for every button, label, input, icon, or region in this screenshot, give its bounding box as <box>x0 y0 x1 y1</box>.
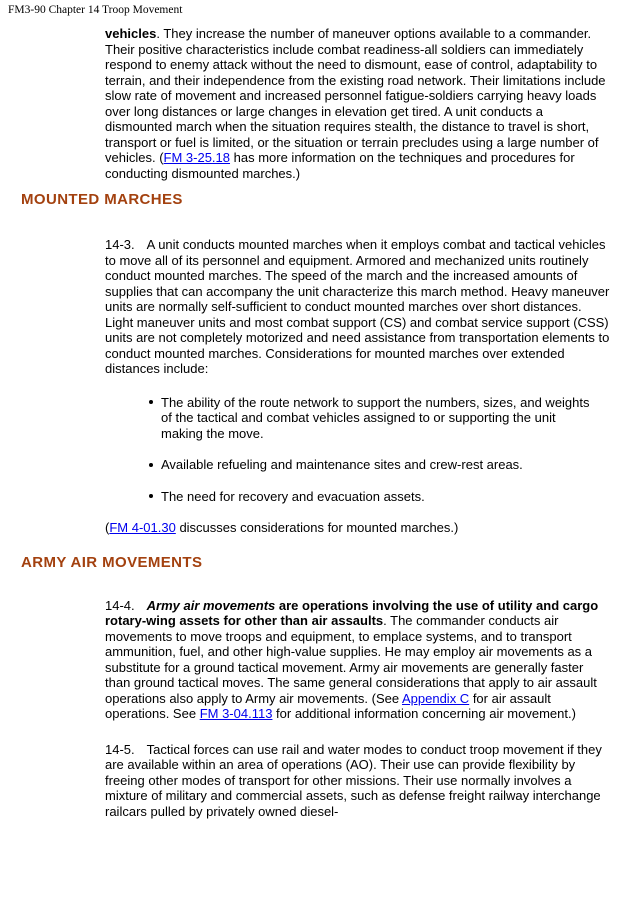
document-header-title: FM3-90 Chapter 14 Troop Movement <box>8 4 183 16</box>
paragraph-lead-bold: vehicles <box>105 26 157 41</box>
paragraph-14-3 <box>105 237 610 377</box>
paragraph-text: has more information on the techniques and procedures for conducting dismounted marches.) <box>105 150 575 181</box>
section-heading-mounted-marches: MOUNTED MARCHES <box>21 191 183 208</box>
paragraph-text: for additional information concerning air movement.) <box>272 706 576 721</box>
link-appendix-c[interactable]: Appendix C <box>401 690 470 706</box>
paragraph-number: 14-5. <box>105 741 135 757</box>
paragraph-bold-italic: Army air movements <box>146 597 276 613</box>
paragraph-text: A unit conducts mounted marches when it employs combat and tactical vehicles to move all of its personnel and equipment. Armored and mechanized units routinely conduct mounted marches. The speed of the march and the increased amounts of supplies that can accompany the unit characterize this march method. Heavy maneuver units are normally self-sufficient to conduct mounted marches over short distances. Light maneuver units and most combat support (CS) and combat service support (CSS) units are not completely motorized and need assistance from transportation elements to conduct mounted marches. Considerations for mounted marches over extended distances include: <box>105 237 610 376</box>
paragraph-vehicles <box>105 26 610 181</box>
list-item: The need for recovery and evacuation assets. <box>149 489 591 505</box>
paragraph-number: 14-4. <box>105 597 135 613</box>
paragraph-text: discusses considerations for mounted marches.) <box>175 520 459 535</box>
paragraph-bold: are operations involving the use of utility and cargo rotary-wing assets for other than air assaults <box>105 597 599 628</box>
paragraph-text: for air assault operations. See <box>105 690 551 721</box>
considerations-list <box>105 395 610 505</box>
paragraph-text: Tactical forces can use rail and water modes to conduct troop movement if they are available within an area of operations (AO). Their use can provide flexibility by freeing other modes of transport for other missions. Their use normally involves a mixture of military and commercial assets, such as defense freight railway interchange railcars pulled by privately owned diesel- <box>105 741 602 819</box>
paragraph-text: . The commander conducts air movements to move troops and equipment, to emplace systems, and to transport ammunition, fuel, and other high-value supplies. He may employ air movements as a substitute for a ground tactical movement. Army air movements are generally faster than ground tactical moves. The same general considerations that apply to air assault operations also apply to Army air movements. (See <box>105 613 597 706</box>
paragraph-14-4 <box>105 598 610 722</box>
section-heading-army-air-movements: ARMY AIR MOVEMENTS <box>21 553 203 571</box>
paragraph-fm-4-01-30 <box>105 520 610 536</box>
list-item: Available refueling and maintenance sites and crew-rest areas. <box>149 457 591 473</box>
paragraph-number: 14-3. <box>105 237 135 252</box>
link-fm-3-25-18[interactable]: FM 3-25.18 <box>163 150 231 165</box>
paragraph-text: ( <box>105 520 110 535</box>
link-fm-4-01-30[interactable]: FM 4-01.30 <box>109 520 176 535</box>
paragraph-text: . They increase the number of maneuver options available to a commander. Their positive characteristics include combat readiness-all soldiers can immediately respond to enemy attack without the need to dismount, ease of control, adaptability to terrain, and their independence from the existing road network. Their limitations include slow rate of movement and increased personnel fatigue-soldiers carrying heavy loads over long distances or large changes in elevation get tired. A unit conducts a dismounted march when the situation requires stealth, the distance to travel is short, transport or fuel is limited, or the situation or terrain precludes using a large number of vehicles. ( <box>105 26 606 165</box>
link-fm-3-04-113[interactable]: FM 3-04.113 <box>199 706 273 721</box>
list-item: The ability of the route network to support the numbers, sizes, and weights of the tactical and combat vehicles assigned to or supporting the unit making the move. <box>149 395 591 442</box>
paragraph-14-5 <box>105 742 610 820</box>
